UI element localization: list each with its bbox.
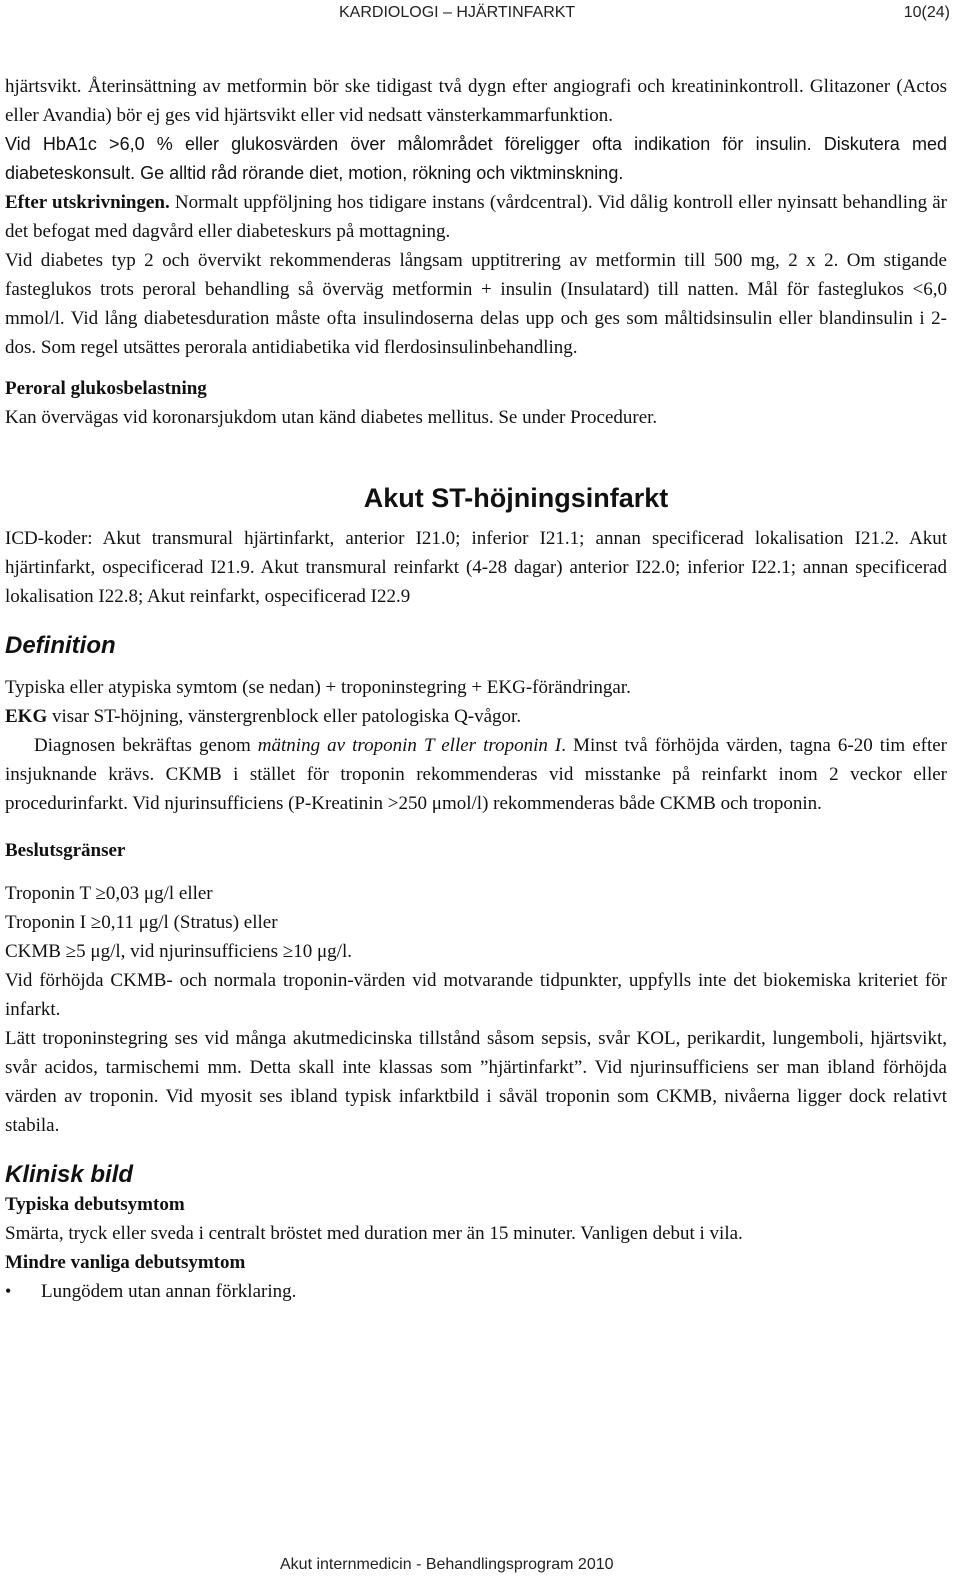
ekg-text: visar ST-höjning, vänstergrenblock eller patologiska Q-vågor. — [47, 706, 522, 727]
paragraph-diabetes-typ2: Vid diabetes typ 2 och övervikt rekommenderas långsam upptitrering av metformin till 500 mg, 2 x 2. Om stigande fasteglukos trots peroral behandling så överväg metformin + insulin (Insulatard) till natten. Mål för fasteglukos <6,0 mmol/l. Vid lång diabetesduration måste ofta insulindoserna delas upp och ges som måltidsinsulin eller blandinsulin i 2-dos. Som regel utsättes perorala antidiabetika vid flerdosinsulinbehandling. — [5, 250, 947, 358]
header-title: KARDIOLOGI – HJÄRTINFARKT — [339, 4, 576, 21]
ekg-label: EKG — [5, 706, 48, 727]
page-number: 10(24) — [903, 4, 950, 21]
utskrivning-label: Efter utskrivningen. — [5, 192, 170, 213]
paragraph-typiska-debutsymtom: Smärta, tryck eller sveda i centralt bröstet med duration mer än 15 minuter. Vanligen debut i vila. — [5, 1223, 743, 1244]
list-item — [5, 1277, 947, 1306]
paragraph-ckmb-normal: Vid förhöjda CKMB- och normala troponin-värden vid motvarande tidpunkter, uppfylls inte det biokemiska kriteriet för infarkt. — [5, 970, 947, 1020]
bullet-icon: • — [5, 1281, 12, 1301]
paragraph-diagnos — [5, 731, 947, 818]
paragraph-utskrivning — [5, 188, 947, 246]
ekg-line — [5, 702, 947, 731]
paragraph-metformin: hjärtsvikt. Återinsättning av metformin bör ske tidigast två dygn efter angiografi och kreatininkontroll. Glitazoner (Actos eller Avandia) bör ej ges vid hjärtsvikt eller vid nedsatt vänsterkammarfunktion. — [5, 76, 947, 126]
heading-glukosbelastning: Peroral glukosbelastning — [5, 378, 207, 399]
heading-klinisk-bild: Klinisk bild — [5, 1161, 134, 1188]
threshold-troponin-i: Troponin I ≥0,11 μg/l (Stratus) eller — [5, 912, 278, 933]
list-item-text: Lungödem utan annan förklaring. — [41, 1281, 297, 1302]
diagnos-text-a: Diagnosen bekräftas genom — [34, 735, 258, 756]
page-header — [0, 4, 950, 30]
threshold-troponin-t: Troponin T ≥0,03 μg/l eller — [5, 883, 213, 904]
diagnos-text-italic: mätning av troponin T eller troponin I — [257, 735, 562, 756]
paragraph-hba1c: Vid HbA1c >6,0 % eller glukosvärden över målområdet föreligger ofta indikation för insulin. Diskutera med diabeteskonsult. Ge alltid råd rörande diet, motion, rökning och viktminskning. — [5, 134, 947, 183]
section-title-stemi: Akut ST-höjningsinfarkt — [363, 483, 669, 513]
paragraph-icd-codes: ICD-koder: Akut transmural hjärtinfarkt, anterior I21.0; inferior I21.1; annan specificerad lokalisation I21.2. Akut hjärtinfarkt, ospecificerad I21.9. Akut transmural reinfarkt (4-28 dagar) anterior I22.0; inferior I22.1; annan specificerad lokalisation I22.8; Akut reinfarkt, ospecificerad I22.9 — [5, 528, 947, 607]
document-body — [5, 72, 947, 1306]
paragraph-latt-troponinstegring: Lätt troponinstegring ses vid många akutmedicinska tillstånd såsom sepsis, svår KOL, perikardit, lungemboli, hjärtsvikt, svår acidos, tarmischemi mm. Detta skall inte klassas som ”hjärtinfarkt”. Vid njurinsufficiens ser man ibland förhöjda värden av troponin. Vid myosit ses ibland typisk infarktbild i såväl troponin som CKMB, nivåerna ligger dock relativt stabila. — [5, 1028, 947, 1136]
paragraph-glukosbelastning: Kan övervägas vid koronarsjukdom utan känd diabetes mellitus. Se under Procedurer. — [5, 407, 658, 428]
page-footer: Akut internmedicin - Behandlingsprogram 2010 — [280, 1556, 614, 1573]
heading-beslutsgranser: Beslutsgränser — [5, 840, 126, 861]
diagnos-text-b: . Minst två förhöjda värden, tagna 6-20 tim efter insjuknande krävs. CKMB i stället för troponin rekommenderas vid misstanke på reinfarkt inom 2 veckor eller procedurinfarkt. Vid njurinsufficiens (P-Kreatinin >250 μmol/l) rekommenderas både CKMB och troponin. — [5, 735, 947, 814]
heading-typiska-debutsymtom: Typiska debutsymtom — [5, 1194, 185, 1215]
heading-definition: Definition — [5, 632, 116, 659]
heading-mindre-vanliga: Mindre vanliga debutsymtom — [5, 1252, 246, 1273]
utskrivning-text: Normalt uppföljning hos tidigare instans (vårdcentral). Vid dålig kontroll eller nyinsatt behandling är det befogat med dagvård eller diabeteskurs på mottagning. — [5, 192, 947, 242]
threshold-ckmb: CKMB ≥5 μg/l, vid njurinsufficiens ≥10 μg/l. — [5, 941, 352, 962]
definition-line: Typiska eller atypiska symtom (se nedan) + troponinstegring + EKG-förändringar. — [5, 677, 631, 698]
